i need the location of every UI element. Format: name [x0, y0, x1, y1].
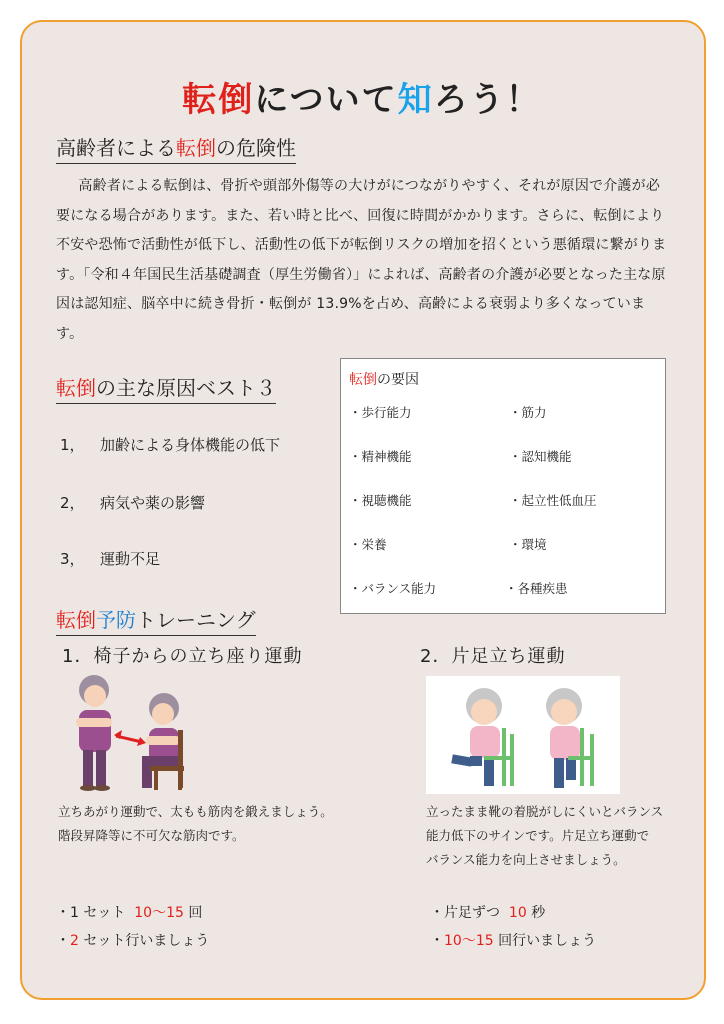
exercise2-description [426, 800, 663, 872]
factor-item: ・歩行能力 [349, 405, 412, 420]
intro-paragraph: 高齢者による転倒は、骨折や頭部外傷等の大けがにつながりやすく、それが原因で介護が必要になる場合があります。また、若い時と比べ、回復に時間がかかります。さらに、転倒により不安や恐怖で活動性が低下し、活動性の低下が転倒リスクの増加を招くという悪循環に繋がります。「令和４年国民生活基礎調査（厚生労働省）」によれば、高齢者の介護が必要となった主な原因は認知症、脳卒中に続き骨折・転倒が 13.9%を占め、高齢による衰弱より多くなっています。 [56, 178, 667, 342]
factor-item: ・環境 [509, 537, 547, 552]
list-item: 1， 加齢による身体機能の低下 [60, 436, 281, 454]
exercise1-title: 1．椅子からの立ち座り運動 [62, 646, 303, 667]
training-heading: 転倒予防トレーニング [56, 604, 256, 636]
exercise2-title: 2．片足立ち運動 [420, 646, 566, 667]
factor-item: ・視聴機能 [349, 493, 412, 508]
risk-heading: 高齢者による転倒の危険性 [56, 132, 296, 164]
exercise2-duration: ・片足ずつ 10 秒 [430, 905, 546, 921]
exercise2-repeat: ・10～15 回行いましょう [430, 933, 597, 949]
factor-item: ・筋力 [509, 405, 547, 420]
factors-title: 転倒の要因 [349, 372, 419, 388]
one-leg-stand-illustration [426, 676, 620, 794]
exercise1-repeat: ・2 セット行いましょう [56, 933, 210, 949]
factor-item: ・栄養 [349, 537, 387, 552]
factor-item: ・バランス能力 [349, 581, 437, 596]
description-line: 能力低下のサインです。片足立ち運動で [426, 828, 650, 843]
exercise1-description [58, 800, 333, 848]
description-line: バランス能力を向上させましょう。 [426, 852, 626, 867]
description-line: 立ちあがり運動で、太もも筋肉を鍛えましょう。 [58, 804, 333, 819]
factor-item: ・各種疾患 [505, 581, 568, 596]
sit-to-stand-illustration [64, 672, 194, 794]
list-item: 3， 運動不足 [60, 550, 161, 568]
description-line: 立ったまま靴の着脱がしにくいとバランス [426, 804, 664, 819]
factors-box [340, 358, 666, 614]
exercise1-sets: ・1 セット 10～15 回 [56, 905, 203, 921]
description-line: 階段昇降等に不可欠な筋肉です。 [58, 828, 245, 843]
page-title: 転倒について知ろう！ [182, 80, 542, 120]
factor-item: ・起立性低血圧 [509, 493, 597, 508]
list-item: 2， 病気や薬の影響 [60, 494, 206, 512]
factor-item: ・認知機能 [509, 449, 572, 464]
factor-item: ・精神機能 [349, 449, 412, 464]
causes-heading: 転倒の主な原因ベスト３ [56, 372, 276, 404]
